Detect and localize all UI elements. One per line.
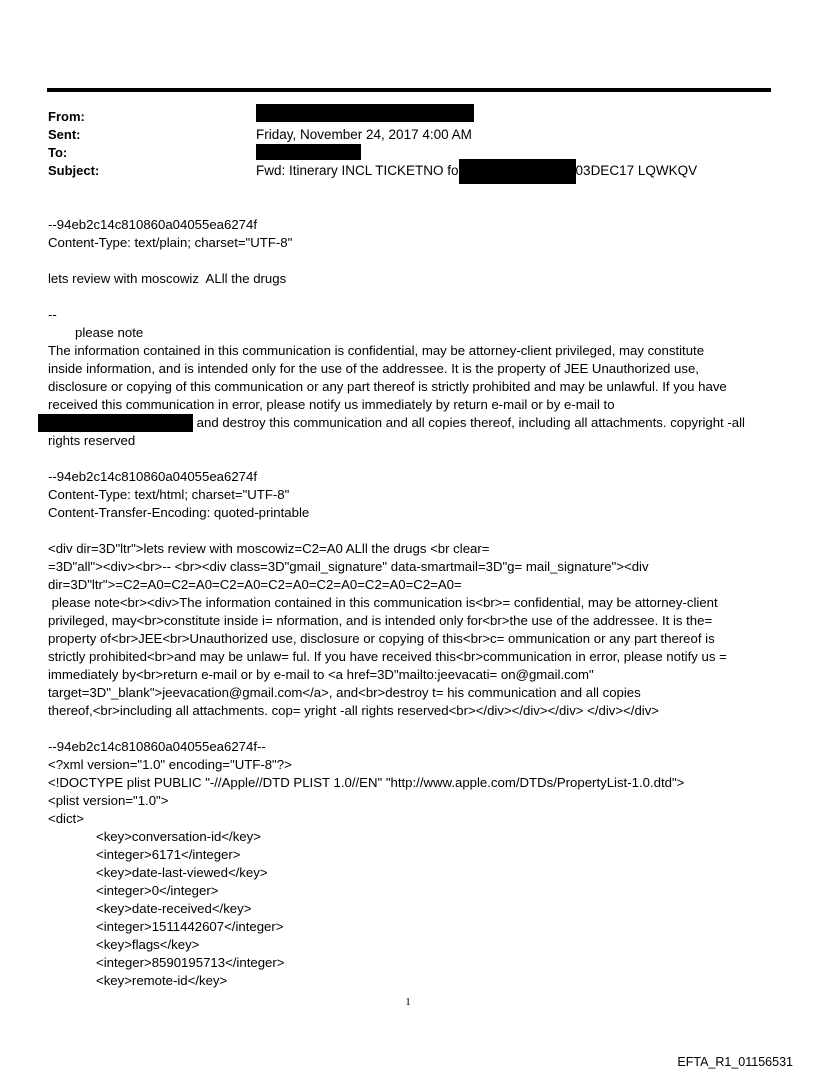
signature-separator: -- <box>48 307 57 322</box>
plist-source <box>48 738 773 990</box>
html-line: strictly prohibited<br>and may be unlaw= ful. If you have received this<br>communication in error, please notify us = <box>48 649 727 664</box>
disclaimer-line: inside information, and is intended only for the use of the addressee. It is the property of JEE Unauthorized use, <box>48 361 699 376</box>
disclaimer-line: rights reserved <box>48 433 136 448</box>
plist-entry: <integer>6171</integer> <box>96 847 241 862</box>
sent-label: Sent: <box>48 127 81 142</box>
disclaimer <box>48 342 773 450</box>
plist-entry: <key>date-last-viewed</key> <box>96 865 268 880</box>
html-line: =3D"all"><div><br>-- <br><div class=3D"gmail_signature" data-smartmail=3D"g= mail_signature"><div <box>48 559 649 574</box>
redaction-box <box>38 414 193 432</box>
html-line: property of<br>JEE<br>Unauthorized use, disclosure or copying of this<br>c= ommunication or any part thereof is <box>48 631 715 646</box>
xml-declaration: <?xml version="1.0" encoding="UTF-8"?> <box>48 757 292 772</box>
disclaimer-line: disclosure or copying of this communication or any part thereof is strictly prohibited and may be unlawful. If you have <box>48 379 727 394</box>
plist-entry: <key>flags</key> <box>96 937 200 952</box>
mime-boundary-end: --94eb2c14c810860a04055ea6274f-- <box>48 739 266 754</box>
bates-number: EFTA_R1_01156531 <box>677 1055 793 1069</box>
plist-entry: <integer>8590195713</integer> <box>96 955 285 970</box>
content-type: Content-Type: text/plain; charset="UTF-8" <box>48 235 293 250</box>
sent-value: Friday, November 24, 2017 4:00 AM <box>256 127 472 142</box>
html-line: target=3D"_blank">jeevacation@gmail.com</a>, and<br>destroy t= his communication and all copies <box>48 685 641 700</box>
from-value-redacted <box>256 104 474 122</box>
html-line: <div dir=3D"ltr">lets review with moscowiz=C2=A0 ALll the drugs <br clear= <box>48 541 490 556</box>
disclaimer-line: and destroy this communication and all copies thereof, including all attachments. copyright -all <box>38 414 773 432</box>
html-line: dir=3D"ltr">=C2=A0=C2=A0=C2=A0=C2=A0=C2=A0=C2=A0=C2=A0= <box>48 577 462 592</box>
header-rule <box>47 88 771 92</box>
html-line: thereof,<br>including all attachments. cop= yright -all rights reserved<br></div></div></div> </div></div> <box>48 703 660 718</box>
html-line: privileged, may<br>constitute inside i= nformation, and is intended only for<br>the use of the addressee. It is the= <box>48 613 713 628</box>
subject-suffix: 03DEC17 LQWKQV <box>575 163 698 178</box>
plist-entry: <key>conversation-id</key> <box>96 829 261 844</box>
subject-prefix: Fwd: Itinerary INCL TICKETNO fo <box>256 163 459 178</box>
html-source <box>48 540 773 720</box>
disclaimer-line: received this communication in error, please notify us immediately by return e-mail or by e-mail to <box>48 397 615 412</box>
redaction-box <box>256 104 474 122</box>
redaction-box <box>459 159 576 184</box>
mime-boundary: --94eb2c14c810860a04055ea6274f <box>48 217 257 232</box>
plist-entry: <key>remote-id</key> <box>96 973 228 988</box>
disclaimer-line: The information contained in this communication is confidential, may be attorney-client privileged, may constitute <box>48 343 705 358</box>
plist-open: <plist version="1.0"> <box>48 793 169 808</box>
from-label: From: <box>48 109 85 124</box>
subject-value <box>256 162 697 184</box>
dict-open: <dict> <box>48 811 84 826</box>
plist-entry: <integer>1511442607</integer> <box>96 919 284 934</box>
subject-label: Subject: <box>48 163 100 178</box>
content-type: Content-Type: text/html; charset="UTF-8" <box>48 487 290 502</box>
page-number: 1 <box>405 996 411 1008</box>
message-text: lets review with moscowiz ALll the drugs <box>48 271 287 286</box>
doctype: <!DOCTYPE plist PUBLIC "-//Apple//DTD PLIST 1.0//EN" "http://www.apple.com/DTDs/PropertyList-1.0.dtd"> <box>48 775 685 790</box>
html-line: please note<br><div>The information contained in this communication is<br>= confidential, may be attorney-client <box>48 595 718 610</box>
to-value-redacted <box>256 144 361 161</box>
mime-boundary: --94eb2c14c810860a04055ea6274f <box>48 469 257 484</box>
to-label: To: <box>48 145 68 160</box>
plist-entry: <integer>0</integer> <box>96 883 219 898</box>
html-line: immediately by<br>return e-mail or by e-mail to <a href=3D"mailto:jeevacati= on@gmail.com" <box>48 667 594 682</box>
plist-entry: <key>date-received</key> <box>96 901 252 916</box>
signature-note: please note <box>75 325 144 340</box>
redaction-box <box>256 144 361 160</box>
content-transfer-encoding: Content-Transfer-Encoding: quoted-printable <box>48 505 310 520</box>
